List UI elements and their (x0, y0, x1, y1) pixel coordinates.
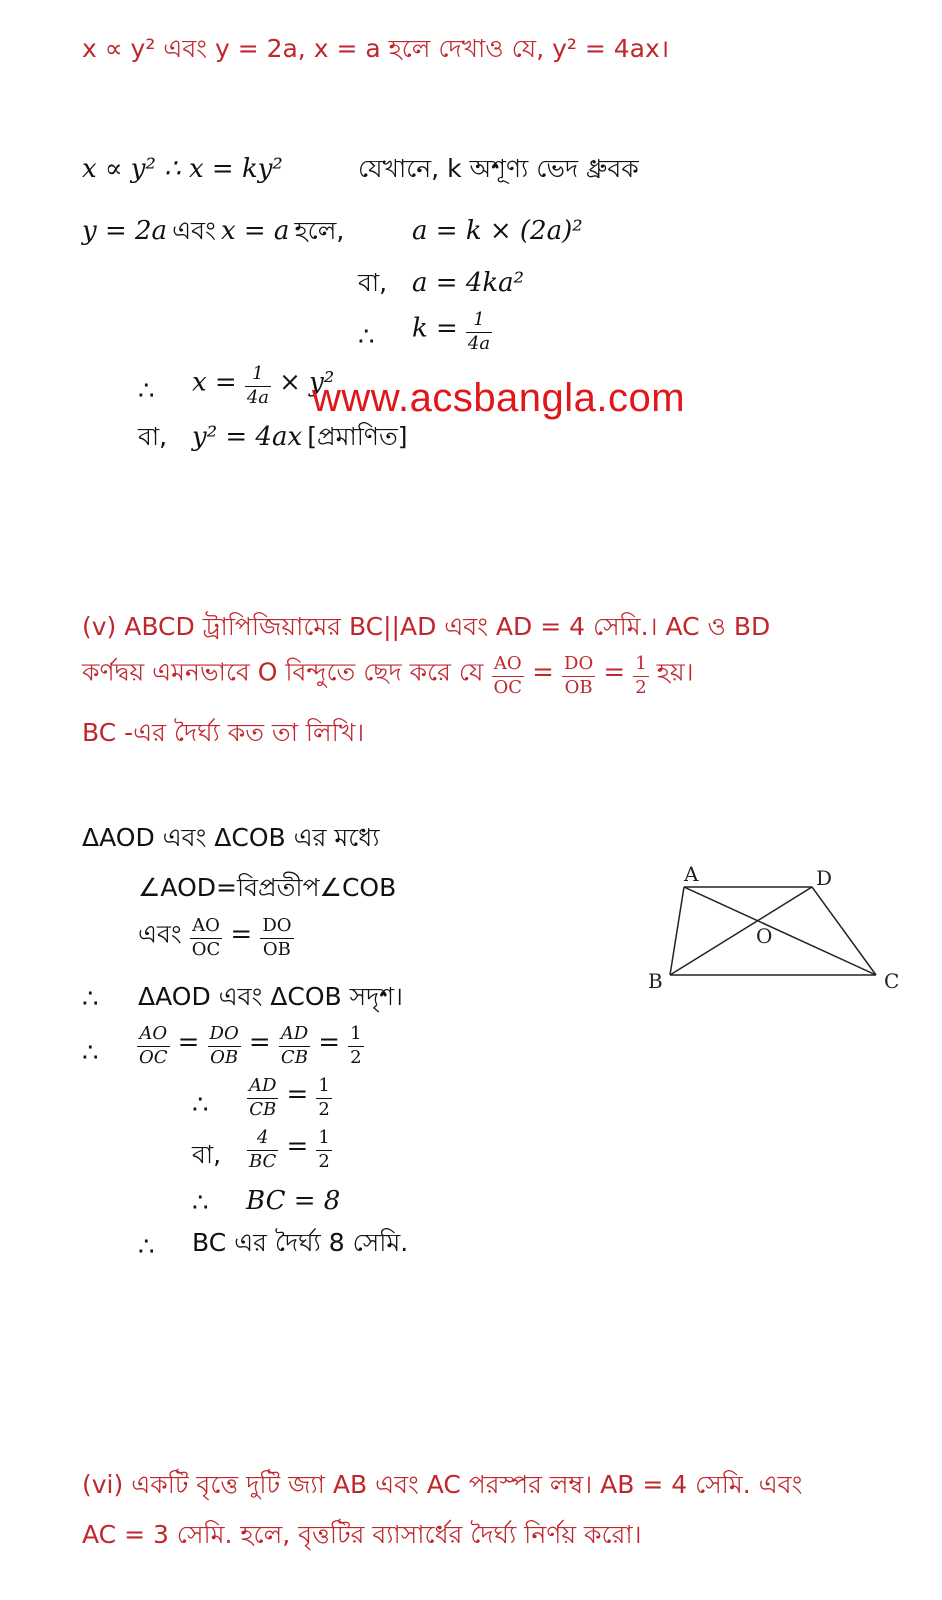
q5-step8-therefore: ∴ (192, 1188, 209, 1218)
q4-line2-math-a: y = 2a (82, 216, 168, 246)
q5-step3-frac1: $\frac{AO}{OC}$ (191, 915, 221, 960)
q5-step7-frac1: $\frac{4}{BC}$ (249, 1127, 277, 1172)
label-b: B (648, 969, 663, 993)
q4-line5-lhs: x = (192, 367, 237, 398)
q4-line1-math: x ∝ y² ∴ x = ky² (82, 154, 283, 184)
q4-line4-fraction: $\frac{1}{4a}$ (467, 309, 491, 354)
q5-step1: ΔAOD এবং ΔCOB এর মধ্যে (82, 823, 380, 852)
label-d: D (816, 866, 833, 890)
label-c: C (884, 969, 900, 993)
q5-step3-frac2: $\frac{DO}{OB}$ (262, 915, 292, 960)
q4-line2-rhs: a = k × (2a)² (412, 216, 583, 246)
q4-line4-therefore: ∴ (358, 322, 375, 352)
q6-line2: AC = 3 সেমি. হলে, বৃত্তটির ব্যাসার্ধের দৈর্ঘ্য নির্ণয় করো। (82, 1520, 642, 1549)
q4-line2-text-a: এবং (172, 216, 216, 245)
q5-line2: কর্ণদ্বয় এমনভাবে O বিন্দুতে ছেদ করে যে $\frac{AO}{OC}$ = $\frac{DO}{OB}$ = $\frac{1}{2}$ হয়। (82, 653, 694, 698)
q4-line3-ba: বা, (358, 268, 388, 297)
side-ab (670, 887, 684, 975)
q5-step3-text: এবং (138, 919, 182, 949)
q5-fraction-ao-oc: $\frac{AO}{OC}$ (493, 653, 523, 698)
q5-step6: $\frac{AD}{CB}$ = $\frac{1}{2}$ (249, 1075, 330, 1120)
q5-step7-frac2: $\frac{1}{2}$ (318, 1127, 330, 1172)
q5-step5-frac2: $\frac{DO}{OB}$ (209, 1023, 239, 1068)
q4-line2 (82, 218, 344, 244)
q5-step9-therefore: ∴ (138, 1232, 155, 1262)
q5-step9: BC এর দৈর্ঘ্য 8 সেমি. (192, 1228, 409, 1257)
q4-line4 (412, 310, 495, 354)
q4-proved: [প্রমাণিত] (307, 422, 408, 451)
q4-line2-text-b: হলে, (294, 216, 345, 245)
q4-line3-rhs: a = 4ka² (412, 268, 525, 298)
trapezium-diagram (640, 850, 920, 1010)
diagonal-ac (684, 887, 876, 975)
q4-line2-math-b: x = a (220, 216, 290, 246)
q5-step7: $\frac{4}{BC}$ = $\frac{1}{2}$ (249, 1127, 330, 1172)
q4-line6-ba: বা, (138, 422, 168, 451)
q5-step7-ba: বা, (192, 1140, 222, 1169)
q4-line4-lhs: k = (412, 313, 458, 344)
diagonal-bd (670, 887, 812, 975)
q6-line1: (vi) একটি বৃত্তে দুটি জ্যা AB এবং AC পরস্পর লম্ব। AB = 4 সেমি. এবং (82, 1470, 803, 1499)
q5-step5-frac4: $\frac{1}{2}$ (350, 1023, 362, 1068)
q5-step6-therefore: ∴ (192, 1090, 209, 1120)
q5-step5: $\frac{AO}{OC}$ = $\frac{DO}{OB}$ = $\frac{AD}{CB}$ = $\frac{1}{2}$ (139, 1023, 362, 1068)
q5-line2-end: হয়। (656, 657, 694, 687)
side-dc (812, 887, 876, 975)
q4-line5-therefore: ∴ (138, 376, 155, 406)
q5-step6-frac2: $\frac{1}{2}$ (318, 1075, 330, 1120)
q5-step5-therefore: ∴ (82, 1038, 99, 1068)
q4-line5-fraction: $\frac{1}{4a}$ (246, 363, 269, 408)
q5-line2-text: কর্ণদ্বয় এমনভাবে O বিন্দুতে ছেদ করে যে (82, 657, 484, 687)
q5-step8: BC = 8 (246, 1186, 341, 1216)
q5-fraction-do-ob: $\frac{DO}{OB}$ (564, 653, 594, 698)
q4-line1-text: যেখানে, k অশূণ্য ভেদ ধ্রুবক (358, 154, 639, 183)
q5-step5-frac1: $\frac{AO}{OC}$ (139, 1023, 168, 1068)
q5-step6-frac1: $\frac{AD}{CB}$ (249, 1075, 277, 1120)
q5-fraction-half: $\frac{1}{2}$ (635, 653, 647, 698)
label-a: A (684, 862, 699, 886)
q5-step3: এবং $\frac{AO}{OC}$ = $\frac{DO}{OB}$ (138, 915, 292, 960)
watermark: www.acsbangla.com (312, 376, 686, 420)
q5-step5-frac3: $\frac{AD}{CB}$ (280, 1023, 309, 1068)
q4-statement: x ∝ y² এবং y = 2a, x = a হলে দেখাও যে, y² = 4ax। (82, 34, 670, 63)
label-o: O (756, 924, 773, 948)
q5-line3: BC -এর দৈর্ঘ্য কত তা লিখি। (82, 718, 365, 747)
q5-step4: ΔAOD এবং ΔCOB সদৃশ। (138, 982, 403, 1011)
q5-line1: (v) ABCD ট্রাপিজিয়ামের BC||AD এবং AD = 4 সেমি.। AC ও BD (82, 612, 771, 641)
q4-line6 (192, 424, 408, 450)
q5-step2: ∠AOD=বিপ্রতীপ∠COB (138, 873, 397, 902)
q5-step4-therefore: ∴ (82, 984, 99, 1014)
q4-line5-rhs: × y² (279, 367, 335, 398)
q4-line6-rhs: y² = 4ax (192, 422, 303, 452)
